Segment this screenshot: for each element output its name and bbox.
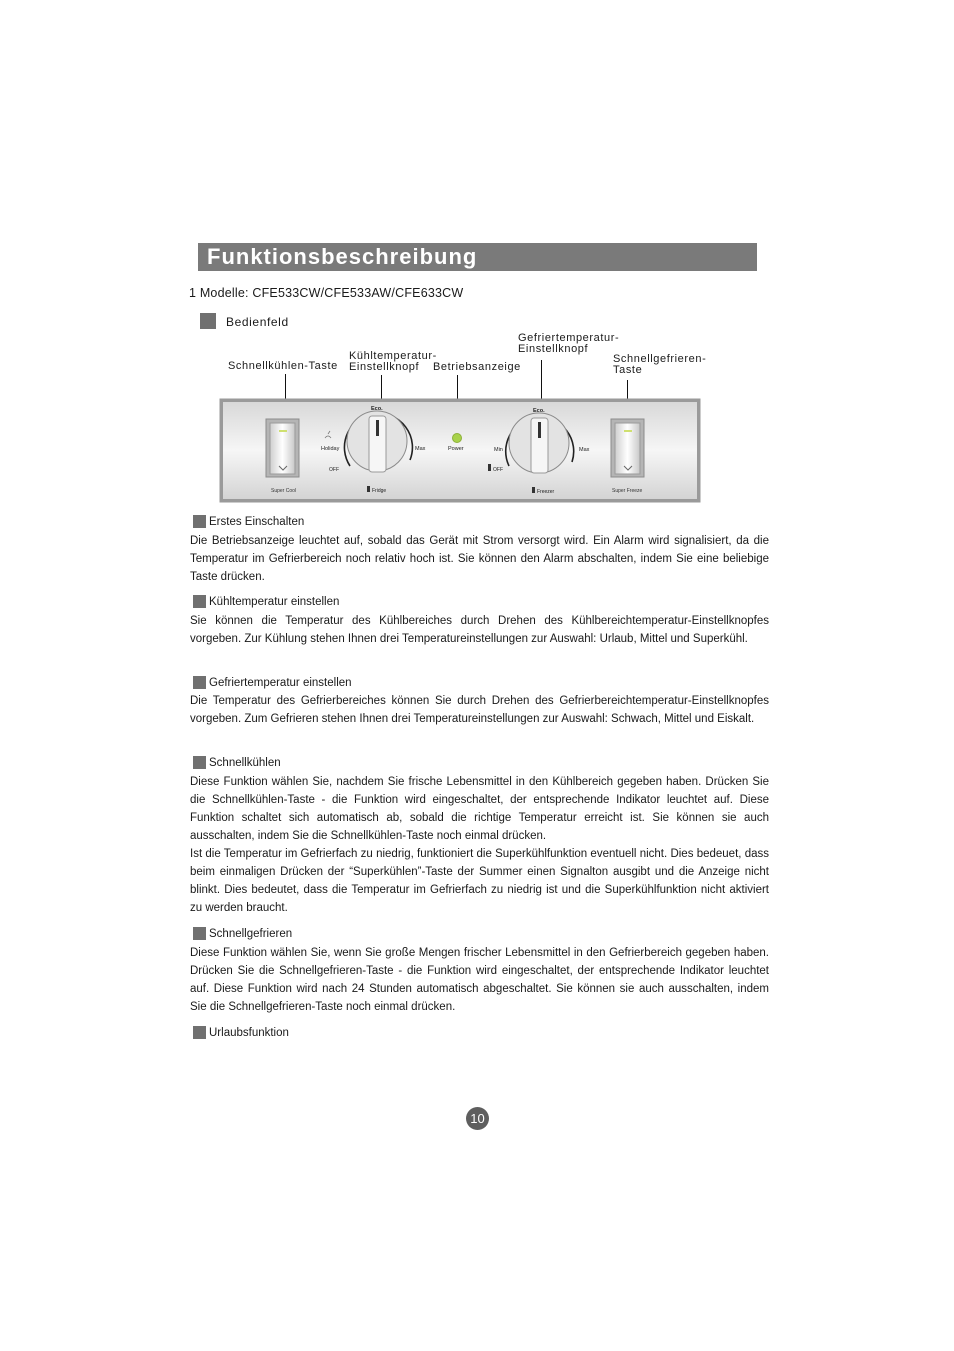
callout-line: Kühltemperatur- (349, 350, 437, 362)
callout-line: Taste (613, 364, 643, 376)
power-label: Power (448, 446, 464, 452)
section-bullet (193, 676, 206, 689)
callout-line: Betriebsanzeige (433, 361, 521, 373)
fridge-off-label: OFF (329, 467, 339, 473)
section-paragraph: Sie können die Temperatur des Kühlbereiches durch Drehen des Kühlbereichtemperatur-Einstellknopfes vorgeben. Zur Kühlung stehen Ihnen drei Temperatureinstellungen zur Auswahl: Urlaub, Mittel und Superkühl. (190, 615, 769, 646)
section-bullet (193, 595, 206, 608)
super-freeze-button[interactable] (611, 419, 644, 477)
super-cool-led (279, 430, 287, 432)
section-heading: Erstes Einschalten (209, 516, 305, 528)
fridge-max-label: Max (415, 446, 426, 452)
freezer-knob-pointer (538, 422, 541, 438)
freezer-max-label: Max (579, 447, 590, 453)
freezer-min-label: Min (494, 447, 503, 453)
model-line: 1 Modelle: CFE533CW/CFE533AW/CFE633CW (189, 286, 464, 300)
title-bar (198, 243, 757, 271)
section-paragraph: Ist die Temperatur im Gefrierfach zu niedrig, funktioniert die Superkühlfunktion eventuell nicht. Dies bedeuet, dass beim einmaligen Drücken der “Superkühlen”-Taste der Summer einen Signalton ausgibt und die Anzeige nicht blinkt. Dies bedeutet, dass die Temperatur im Gefrierfach zu niedrig ist und die Superkühlfunktion nicht aktiviert zu werden braucht. (190, 848, 769, 915)
section-heading: Schnellgefrieren (209, 928, 293, 940)
callout-line: Schnellkühlen-Taste (228, 360, 338, 372)
section-heading: Schnellkühlen (209, 757, 281, 769)
section-bullet (193, 927, 206, 940)
callout-freezer-knob (518, 333, 619, 355)
page-number: 10 (466, 1107, 489, 1130)
page-title: Funktionsbeschreibung (207, 244, 478, 269)
callout-super-cool-key (228, 361, 338, 372)
callout-line: Einstellknopf (518, 343, 589, 355)
section-paragraph: Diese Funktion wählen Sie, nachdem Sie frische Lebensmittel in den Kühlbereich gegeben haben. Drücken Sie die Schnellkühlen-Taste - die Funktion wird eingeschaltet, der entsprechende Indikator leuchtet auf. Diese Funktion schaltet sich automatisch ab, sobald die richtige Temperatur erreicht ist. Sie können sie auch ausschalten, indem Sie die Schnellkühlen-Taste noch einmal drücken. (190, 776, 769, 843)
freezer-off-label: OFF (493, 467, 503, 473)
callout-line: Gefriertemperatur- (518, 332, 620, 344)
callout-super-freeze-key (613, 354, 706, 376)
fridge-name-label: Fridge (372, 488, 387, 494)
freezer-icon (532, 487, 535, 493)
super-freeze-label: Super Freeze (612, 488, 643, 494)
fridge-knob-pointer (376, 420, 379, 436)
section-heading: Kühltemperatur einstellen (209, 596, 340, 608)
freezer-name-label: Freezer (537, 489, 555, 495)
callout-line: Schnellgefrieren- (613, 353, 707, 365)
super-cool-label: Super Cool (271, 488, 297, 494)
section-bullet (193, 1026, 206, 1039)
fridge-icon (367, 486, 370, 492)
power-indicator (453, 434, 462, 443)
super-freeze-led (624, 430, 632, 432)
callout-line: Einstellknopf (349, 361, 420, 373)
fridge-holiday-label: Holiday (321, 446, 340, 452)
section-paragraph: Die Temperatur des Gefrierbereiches können Sie durch Drehen des Gefrierbereichtemperatur-Einstellknopfes vorgeben. Zum Gefrieren stehen Ihnen drei Temperatureinstellungen zur Auswahl: Schwach, Mittel und Eiskalt. (190, 695, 769, 726)
section-bullet (193, 756, 206, 769)
section-heading: Urlaubsfunktion (209, 1027, 289, 1039)
section-paragraph: Die Betriebsanzeige leuchtet auf, sobald das Gerät mit Strom versorgt wird. Ein Alarm wird signalisiert, da die Temperatur im Gefrierbereich noch relativ hoch ist. Sie können den Alarm abschalten, indem Sie eine beliebige Taste drücken. (190, 535, 769, 584)
callout-fridge-knob (349, 351, 437, 373)
freezer-eco-label: Eco. (533, 408, 545, 414)
section-heading: Gefriertemperatur einstellen (209, 677, 352, 689)
fridge-eco-label: Eco. (371, 406, 383, 412)
super-cool-button[interactable] (266, 419, 299, 477)
section-bullet (193, 515, 206, 528)
callout-power-indicator (433, 362, 521, 373)
control-panel-illustration (219, 398, 702, 504)
freezer-off-icon (488, 464, 491, 471)
section-bullet (200, 313, 216, 329)
section-paragraph: Diese Funktion wählen Sie, wenn Sie große Mengen frischer Lebensmittel in den Gefrierbereich gegeben haben. Drücken Sie die Schnellgefrieren-Taste - die Funktion wird eingeschaltet, der entsprechende Indikator leuchtet auf. Diese Funktion wird nach 24 Stunden automatisch abgeschaltet. Sie können sie auch ausschalten, indem Sie die Schnellgefrieren-Taste noch einmal drücken. (190, 947, 769, 1014)
panel-section-label: Bedienfeld (226, 315, 289, 329)
